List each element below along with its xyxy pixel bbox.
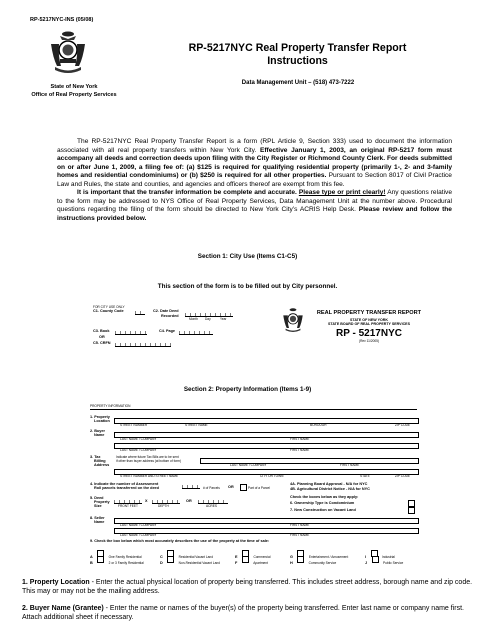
- use-letter: J: [365, 561, 368, 565]
- use-checkbox[interactable]: [297, 556, 304, 563]
- street-name-caption: STREET NAME: [185, 423, 208, 427]
- item1-label-2: Location: [94, 419, 110, 423]
- c2-label: C2. Date Deed: [153, 309, 179, 313]
- use-label: Residential Vacant Land: [178, 555, 213, 559]
- intro-p2-c: Any questions relative to the form may be addressed to NYS Office of Real Property Services, Data Management Unit at the number above. Procedural questions regarding the filing of the form should be directed to New York City’s ACRIS Help Desk.: [57, 189, 452, 213]
- use-label: Public Service: [383, 561, 404, 565]
- item4a-text: 4A. Planning Board Approval - N/A for NYC: [290, 482, 368, 486]
- seller-last-caption: LAST NAME / COMPANY: [120, 523, 157, 527]
- instruction-item1: [22, 578, 477, 596]
- use-option-h[interactable]: [290, 551, 336, 569]
- report-seal-logo: [281, 307, 305, 333]
- property-location-field[interactable]: [114, 418, 419, 424]
- item4b-text: 4B. Agricultural District Notice - N/A for NYC: [290, 487, 370, 491]
- item3-note-2: if other than buyer address (at bottom of form): [116, 459, 182, 463]
- item1-text: - Enter the actual physical location of property being transferred. This includes street address, borough name and zip code. This may or may not be the mailing address.: [22, 579, 473, 595]
- use-option-b[interactable]: [90, 551, 144, 569]
- use-checkbox[interactable]: [97, 556, 104, 563]
- item3-label-3: Address: [94, 463, 110, 467]
- use-label: Industrial: [381, 555, 395, 559]
- use-label: Entertainment / Amusement: [308, 555, 349, 559]
- use-letter: B: [90, 561, 93, 565]
- c4-field[interactable]: [179, 331, 213, 335]
- section1-heading: Section 1: City Use (Items C1-C5): [197, 253, 298, 260]
- buyer2-last-caption: LAST NAME / COMPANY: [120, 448, 157, 452]
- acres-caption: ACRES: [206, 504, 217, 508]
- item5-label-2: Property: [94, 500, 110, 504]
- use-letter: F: [235, 561, 238, 565]
- intro-p2-d: Please review and follow the instructions provided below.: [57, 206, 452, 222]
- section1-subheading: This section of the form is to be filled out by City personnel.: [157, 283, 338, 290]
- c2-label-2: Recorded: [161, 314, 179, 318]
- street-unit-caption: STREET NUMBER AND STREET NAME: [120, 474, 179, 478]
- intro-p1-a: The RP-5217NYC Real Property Transfer Report is a form (RPL Article 9, Section 333) used to document the information associated with all real property transfers within New York City.: [57, 138, 452, 154]
- intro-p1-d: Pursuant to Section 8017 of Civil Practice Law and Rules, the state and counties, and agencies and officers thereof are exempt from this fee.: [57, 172, 452, 188]
- use-checkbox[interactable]: [372, 556, 379, 563]
- item6-text: 6. Ownership Type is Condominium: [290, 501, 355, 505]
- use-option-d[interactable]: [160, 551, 220, 569]
- use-label: Non-Residential Vacant Land: [178, 561, 220, 565]
- buyer-last-caption: LAST NAME / COMPANY: [120, 437, 157, 441]
- report-revision: (Rev 11/2005): [359, 339, 379, 343]
- use-label: 2 or 3 Family Residential: [108, 561, 144, 565]
- c4-label: C4. Page: [159, 329, 176, 333]
- instruction-item2: [22, 604, 477, 622]
- intro-p1-c: For deeds submitted on or after June 1, 2009, a filing fee of: (a) $125 is required for qualifying residential property (primarily 1-, 2- and 3-family homes and residential condominiums) or (b) $250 is required for all other properties.: [57, 155, 452, 179]
- intro-p1-b: Effective January 1, 2003, an original RP-5217 form must accompany all deeds and correction deeds upon filing with the City Register or Richmond County Clerk.: [57, 146, 452, 162]
- item5-x: X: [145, 499, 148, 503]
- c5-field[interactable]: [115, 343, 171, 347]
- tax-last-caption: LAST NAME / COMPANY: [230, 463, 267, 467]
- part-of-parcel-checkbox[interactable]: [240, 484, 247, 491]
- item4-or: OR: [228, 485, 234, 489]
- use-checkbox[interactable]: [242, 556, 249, 563]
- c3-field[interactable]: [115, 331, 147, 335]
- property-use-grid: [90, 545, 417, 565]
- city-town-caption: CITY OR TOWN: [260, 474, 284, 478]
- intro-paragraph-1: [57, 138, 452, 189]
- data-unit-contact: Data Management Unit – (518) 473-7222: [241, 80, 355, 86]
- c2-month: Month: [189, 317, 198, 321]
- title-line1: RP-5217NYC Real Property Transfer Report: [188, 42, 407, 54]
- intro-p2-b: Please type or print clearly!: [298, 189, 386, 196]
- city-use-header: FOR CITY USE ONLY: [93, 305, 125, 309]
- buyer-first-caption: FIRST NAME: [290, 437, 310, 441]
- item3-label: 3. Tax: [90, 455, 101, 459]
- zip-caption: ZIP CODE: [395, 423, 410, 427]
- use-checkbox[interactable]: [167, 556, 174, 563]
- condominium-checkbox[interactable]: [408, 500, 415, 507]
- intro-text: [57, 138, 452, 223]
- item2-label: 2. Buyer: [90, 429, 105, 433]
- use-letter: D: [160, 561, 163, 565]
- seller-first-caption: FIRST NAME: [290, 523, 310, 527]
- item5-label: 5. Deed: [90, 496, 104, 500]
- state-seal-logo: [47, 30, 89, 74]
- buyer2-first-caption: FIRST NAME: [290, 448, 310, 452]
- intro-p2-a: It is important that the transfer information be complete and accurate.: [77, 189, 297, 196]
- item2-text: - Enter the name or names of the buyer(s) of the property being transferred. Enter last name or company name first. Attach additional sheet if necessary.: [22, 605, 464, 621]
- use-option-f[interactable]: [235, 551, 271, 569]
- new-construction-checkbox[interactable]: [408, 507, 415, 514]
- parcels-caption: # of Parcels: [203, 486, 220, 490]
- item3-label-2: Billing: [94, 459, 106, 463]
- seller2-first-caption: FIRST NAME: [290, 533, 310, 537]
- report-title: REAL PROPERTY TRANSFER REPORT: [316, 310, 422, 316]
- item2-label-2: Name: [94, 433, 105, 437]
- agency-block: [22, 83, 126, 99]
- or-label: OR: [99, 335, 105, 339]
- report-form-number: RP - 5217NYC: [336, 328, 402, 339]
- check-boxes-caption: Check the boxes below as they apply:: [290, 495, 359, 499]
- item2-title: 2. Buyer Name (Grantee): [22, 605, 104, 612]
- zip-caption-2: ZIP CODE: [395, 474, 410, 478]
- parcels-count-field[interactable]: [182, 485, 200, 489]
- use-label: One Family Residential: [108, 555, 142, 559]
- property-info-form: [90, 404, 417, 565]
- item8-label-2: Name: [94, 520, 105, 524]
- use-label: Commercial: [253, 555, 271, 559]
- part-of-parcel-caption: Part of a Parcel: [248, 486, 270, 490]
- use-letter: E: [235, 555, 238, 559]
- item9-text: 9. Check the box below which most accurately describes the use of the property at the time of sale:: [90, 539, 270, 543]
- buyer-name-field-2[interactable]: [114, 443, 419, 449]
- intro-paragraph-2: [57, 189, 452, 223]
- use-option-j[interactable]: [365, 551, 403, 569]
- use-letter: H: [290, 561, 293, 565]
- item1-title: 1. Property Location: [22, 579, 90, 586]
- c2-day: Day: [205, 317, 211, 321]
- use-label: Apartment: [253, 561, 268, 565]
- use-letter: A: [90, 555, 93, 559]
- agency-office: Office of Real Property Services: [31, 92, 117, 98]
- c1-label: C1. County Code: [93, 309, 124, 313]
- c5-label: C5. CRFN: [93, 341, 111, 345]
- seller2-last-caption: LAST NAME / COMPANY: [120, 533, 157, 537]
- item7-text: 7. New Construction on Vacant Land: [290, 508, 356, 512]
- borough-caption: BOROUGH: [310, 423, 327, 427]
- use-label: Community Service: [308, 561, 337, 565]
- seller-name-field-1[interactable]: [114, 518, 419, 524]
- report-block: [310, 310, 428, 343]
- use-letter: I: [365, 555, 367, 559]
- c2-year: Year: [220, 317, 227, 321]
- front-feet-caption: FRONT FEET: [118, 504, 138, 508]
- item3-note-1: Indicate where future Tax Bills are to be sent: [116, 455, 179, 459]
- use-letter: G: [290, 555, 293, 559]
- item5-or: OR: [186, 499, 192, 503]
- use-letter: C: [160, 555, 163, 559]
- street-number-caption: STREET NUMBER: [120, 423, 148, 427]
- item8-label: 8. Seller: [90, 516, 105, 520]
- seller-name-field-2[interactable]: [114, 528, 419, 534]
- title-line2: Instructions: [267, 55, 328, 67]
- tax-first-caption: FIRST NAME: [340, 463, 360, 467]
- agency-state: State of New York: [50, 84, 98, 90]
- city-use-box: [93, 305, 253, 369]
- item4-line2: Roll parcels transferred on the deed: [94, 486, 159, 490]
- c3-label: C3. Book: [93, 329, 110, 333]
- item4-line1: 4. Indicate the number of Assessment: [90, 482, 159, 486]
- c1-field[interactable]: [135, 311, 145, 315]
- section2-heading: Section 2: Property Information (Items 1-9): [183, 386, 312, 393]
- item1-label: 1. Property: [90, 415, 110, 419]
- buyer-name-field-1[interactable]: [114, 432, 419, 438]
- property-info-header: PROPERTY INFORMATION: [90, 404, 417, 410]
- page-title: [170, 42, 425, 68]
- report-state: STATE OF NEW YORK: [350, 318, 388, 322]
- item5-label-3: Size: [94, 504, 102, 508]
- depth-caption: DEPTH: [158, 504, 169, 508]
- form-id: RP-5217NYC-INS (05/08): [30, 17, 94, 23]
- state-caption: STATE: [360, 474, 370, 478]
- report-board: STATE BOARD OF REAL PROPERTY SERVICES: [328, 322, 410, 326]
